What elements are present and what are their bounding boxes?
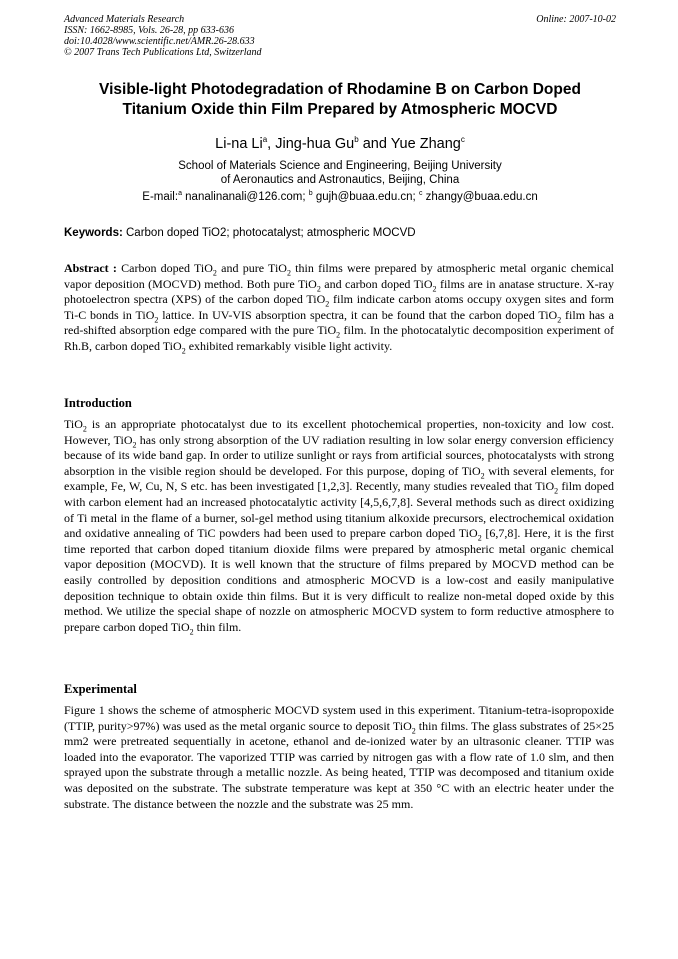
title-line-2: Titanium Oxide thin Film Prepared by Atmospheric MOCVD [122, 101, 558, 118]
subscript: 2 [286, 268, 291, 278]
journal-name: Advanced Materials Research [64, 14, 185, 25]
body-text: film doped with carbon element had an increased photocatalytic activity [4,5,6,7,8]. Several methods such as direct oxidizing of Ti metal in the flame of a burner, sol-gel method using titanium alkoxide precursors, electrochemical oxidation and oxidative annealing of TiC powders had been used to prepare carbon doped TiO [64, 479, 615, 541]
doi-line: doi:10.4028/www.scientific.net/AMR.26-28.633 [64, 36, 255, 47]
section-heading-experimental: Experimental [64, 682, 137, 696]
keywords-text: Carbon doped TiO2; photocatalyst; atmospheric MOCVD [122, 227, 416, 239]
body-text: has only strong absorption of the UV radiation resulting in low solar energy conversion efficiency because of its wide band gap. In order to utilize sunlight or rays from artificial sources, photocatalysts with strong absorption in the visible region should be developed. For this purpose, doping of TiO [64, 432, 614, 478]
email-address-a[interactable]: nanalinanali@126.com; [181, 191, 309, 203]
email-mark-c: c [418, 190, 423, 198]
copyright-line: © 2007 Trans Tech Publications Ltd, Switzerland [64, 47, 262, 58]
body-text: Figure 1 shows the scheme of atmospheric MOCVD system used in this experiment. Titanium-tetra-isopropoxide (TTIP, purity>97%) was used as the metal organic source to deposit TiO [64, 703, 614, 733]
abstract-text: exhibited remarkably visible light activity. [185, 338, 393, 353]
author-list [64, 135, 616, 153]
author-separator: , [267, 136, 276, 152]
abstract-text: Carbon doped TiO [116, 261, 213, 275]
abstract-text: thin films were prepared by atmospheric metal organic chemical vapor deposition (MOCVD) method. Both pure TiO [64, 261, 615, 291]
journal-header [64, 14, 616, 58]
author-separator: and [358, 136, 391, 152]
subscript: 2 [82, 424, 87, 434]
subscript: 2 [557, 315, 562, 325]
email-mark-a: a [178, 190, 182, 198]
subscript: 2 [212, 268, 217, 278]
section-heading-introduction: Introduction [64, 396, 132, 410]
author-2: Jing-hua Gu [275, 136, 355, 152]
abstract-text: film indicate carbon atoms occupy oxygen sites and form Ti-C bonds in TiO [64, 292, 614, 322]
author-3-affil-mark: c [460, 135, 465, 145]
author-3: Yue Zhang [390, 136, 461, 152]
abstract-text: and pure TiO [216, 261, 287, 275]
affiliation-line-2: of Aeronautics and Astronautics, Beijing, China [220, 174, 460, 186]
abstract-text: and carbon doped TiO [320, 276, 433, 291]
subscript: 2 [181, 346, 186, 356]
subscript: 2 [432, 283, 437, 293]
abstract-text: films are in anatase structure. X-ray photoelectron spectra (XPS) of the carbon doped TiO [64, 276, 614, 307]
introduction-body [64, 417, 614, 635]
subscript: 2 [316, 283, 321, 293]
subscript: 2 [477, 533, 482, 543]
subscript: 2 [480, 471, 485, 481]
author-1: Li-na Li [215, 136, 263, 152]
subscript: 2 [154, 315, 159, 325]
keywords [64, 226, 616, 240]
paper-title [64, 80, 616, 120]
body-text: [6,7,8]. Here, it is the first time reported that carbon doped titanium dioxide films were prepared by atmospheric metal organic chemical vapor deposition (MOCVD). It is well known that the structure of films prepared by MOCVD method can be easily controlled by deposition conditions and atmospheric MOCVD is a low-cost and easily manipulative deposition technique to obtain oxide thin films. But it is very difficult to realize non-metal doped oxide by this method. We utilize the special shape of nozzle on atmospheric MOCVD system to form reductive atmosphere to prepare carbon doped TiO [64, 526, 615, 634]
subscript: 2 [132, 439, 137, 449]
email-mark-b: b [308, 190, 313, 198]
abstract-text: lattice. In UV-VIS absorption spectra, it can be found that the carbon doped TiO [158, 307, 558, 322]
email-address-c[interactable]: zhangy@buaa.edu.cn [422, 191, 538, 203]
author-1-affil-mark: a [262, 135, 268, 145]
subscript: 2 [325, 299, 330, 309]
body-text: TiO [64, 417, 83, 431]
subscript: 2 [336, 330, 341, 340]
author-2-affil-mark: b [354, 135, 359, 145]
body-text: thin films. The glass substrates of 25×25 mm2 were pretreated sequentially in acetone, ethanol and de-ionized water by an ultrasonic cleaner. TTIP was loaded into the evaporator. The vaporized TTIP was carried by nitrogen gas with a flow rate of 1.0 slm, and then sprayed upon the substrate through a metallic nozzle. As being heated, TTIP was decomposed and titanium oxide was deposited on the substrate. The substrate temperature was kept at 350 °C with an electric heater under the substrate. The distance between the nozzle and the substrate was 25 mm. [64, 718, 614, 811]
email-line [64, 190, 616, 204]
online-date: Online: 2007-10-02 [536, 14, 616, 25]
body-text: thin film. [193, 619, 242, 634]
email-address-b[interactable]: gujh@buaa.edu.cn; [312, 191, 419, 203]
email-prefix: E-mail: [142, 191, 179, 203]
experimental-body [64, 703, 614, 812]
abstract-label: Abstract : [64, 261, 117, 275]
subscript: 2 [411, 725, 416, 735]
abstract-text: film. In the photocatalytic decomposition experiment of Rh.B, carbon doped TiO [64, 323, 614, 353]
issn-line: ISSN: 1662-8985, Vols. 26-28, pp 633-636 [64, 25, 234, 36]
body-text: is an appropriate photocatalyst due to its excellent photochemical properties, non-toxicity and low cost. However, TiO [64, 417, 614, 447]
subscript: 2 [189, 627, 194, 637]
keywords-label: Keywords: [64, 227, 123, 239]
abstract [64, 261, 614, 355]
body-text: with several elements, for example, Fe, W, Cu, N, S etc. has been investigated [1,2,3]. Recently, many studies revealed that TiO [64, 463, 614, 494]
subscript: 2 [554, 486, 559, 496]
abstract-text: film has a red-shifted absorption edge compared with the pure TiO [64, 307, 614, 338]
affiliation [64, 159, 616, 187]
affiliation-line-1: School of Materials Science and Engineering, Beijing University [178, 160, 502, 172]
title-line-1: Visible-light Photodegradation of Rhodamine B on Carbon Doped [99, 81, 581, 98]
